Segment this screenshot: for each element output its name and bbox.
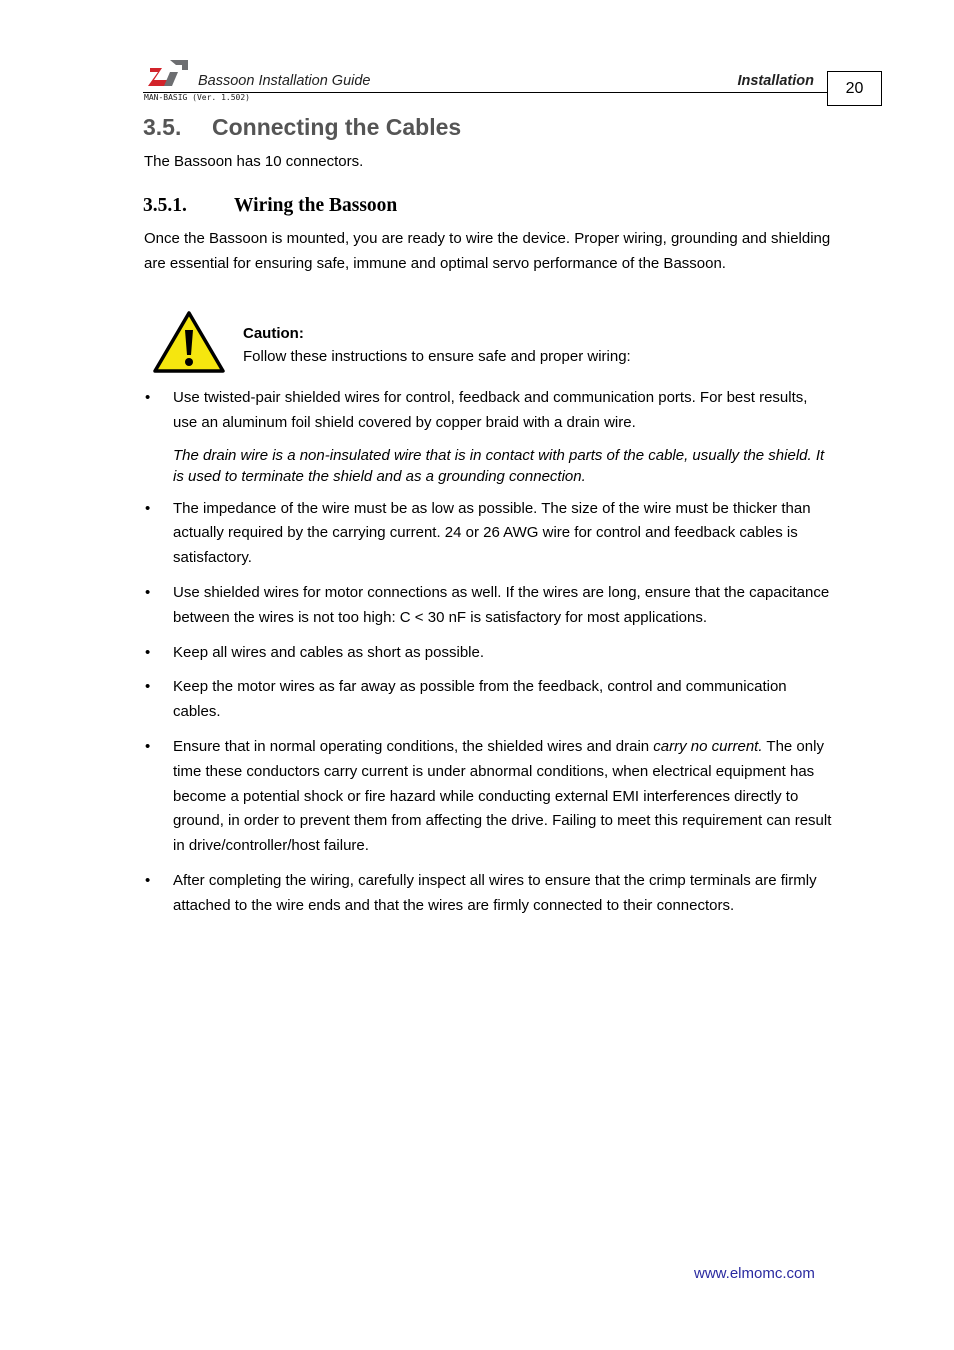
- list-item-text: The impedance of the wire must be as low as possible. The size of the wire must be thicker than actually required by the carrying current. 24 or 26 AWG wire for control and feedback cables is satisfactory.: [173, 499, 811, 567]
- list-item: [144, 869, 834, 919]
- bullet-icon: •: [145, 389, 151, 406]
- footer-website-link[interactable]: www.elmomc.com: [694, 1265, 815, 1282]
- bullet-icon: •: [145, 499, 151, 517]
- header-doc-title: Bassoon Installation Guide: [198, 73, 371, 89]
- elmo-logo-icon: [148, 58, 190, 88]
- list-item-text: After completing the wiring, carefully inspect all wires to ensure that the crimp terminals are firmly attached to the wire ends and that the wires are firmly connected to their connectors.: [173, 871, 817, 914]
- subsection-title: Wiring the Bassoon: [234, 195, 398, 216]
- section-heading: [143, 114, 461, 141]
- list-item: [144, 735, 834, 859]
- bullet-icon: •: [145, 643, 151, 661]
- list-item-text-emphasis: carry no current.: [653, 737, 763, 755]
- list-item-text: Keep the motor wires as far away as possible from the feedback, control and communication cables.: [173, 678, 787, 721]
- bullet-icon: •: [145, 737, 151, 755]
- caution-title: Caution:: [243, 325, 304, 342]
- wiring-instructions-list: [144, 386, 834, 929]
- list-item: [144, 675, 834, 725]
- list-item-text: Use shielded wires for motor connections as well. If the wires are long, ensure that the capacitance between the wires is not too high: C < 30 nF is satisfactory for most applications.: [173, 583, 830, 626]
- bullet-icon: •: [145, 678, 151, 696]
- caution-text: Follow these instructions to ensure safe and proper wiring:: [243, 348, 631, 365]
- list-item-text: Use twisted-pair shielded wires for control, feedback and communication ports. For best results, use an aluminum foil shield covered by copper braid with a drain wire.: [173, 389, 808, 431]
- warning-triangle-icon: [152, 310, 226, 374]
- list-item-text-end: The only time these conductors carry current is under abnormal conditions, when electrical equipment has become a potential shock or fire hazard while conducting external EMI interferences directly to ground, in order to prevent them from affecting the drive. Failing to meet this requirement can result in drive/controller/host failure.: [173, 737, 832, 855]
- header-section-name: Installation: [737, 73, 814, 89]
- section-intro: The Bassoon has 10 connectors.: [144, 153, 364, 170]
- subsection-number: 3.5.1.: [143, 195, 187, 216]
- list-item: [144, 581, 834, 631]
- subsection-heading: [143, 195, 397, 217]
- list-item: [144, 497, 834, 571]
- page-number: 20: [827, 71, 882, 106]
- list-item-text: Keep all wires and cables as short as possible.: [173, 643, 485, 661]
- section-number: 3.5.: [143, 114, 182, 140]
- bullet-icon: •: [145, 871, 151, 889]
- bullet-icon: •: [145, 583, 151, 601]
- drain-wire-note: The drain wire is a non-insulated wire that is in contact with parts of the cable, usually the shield. It is used to terminate the shield and as a grounding connection.: [173, 446, 825, 485]
- subsection-paragraph: Once the Bassoon is mounted, you are ready to wire the device. Proper wiring, grounding and shielding are essential for ensuring safe, immune and optimal servo performance of the Bassoon.: [144, 230, 831, 272]
- header-doc-id: MAN-BASIG (Ver. 1.502): [144, 93, 250, 102]
- section-title: Connecting the Cables: [212, 114, 462, 140]
- list-item: [144, 386, 834, 487]
- list-item-text-start: Ensure that in normal operating conditions, the shielded wires and drain: [173, 737, 654, 755]
- list-item: [144, 641, 834, 666]
